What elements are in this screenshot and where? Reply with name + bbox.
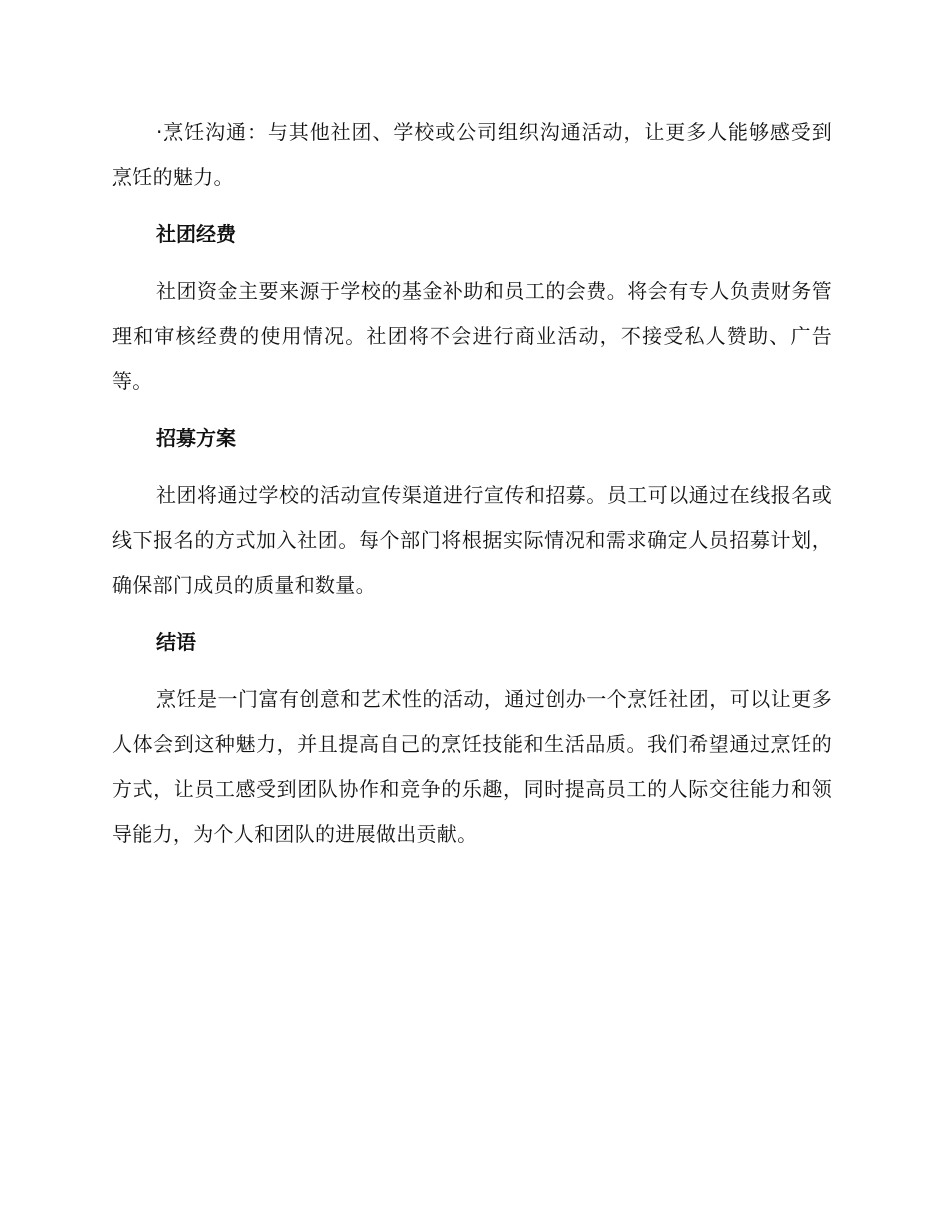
section-body-funding: 社团资金主要来源于学校的基金补助和员工的会费。将会有专人负责财务管理和审核经费的使用情况。社团将不会进行商业活动，不接受私人赞助、广告等。 [112,279,832,393]
section-body-recruitment: 社团将通过学校的活动宣传渠道进行宣传和招募。员工可以通过在线报名或线下报名的方式加入社团。每个部门将根据实际情况和需求确定人员招募计划，确保部门成员的质量和数量。 [112,483,832,597]
section-heading-recruitment: 招募方案 [156,426,236,450]
intro-paragraph: ·烹饪沟通：与其他社团、学校或公司组织沟通活动，让更多人能够感受到烹饪的魅力。 [112,120,832,189]
section-body-conclusion: 烹饪是一门富有创意和艺术性的活动，通过创办一个烹饪社团，可以让更多人体会到这种魅力，并且提高自己的烹饪技能和生活品质。我们希望通过烹饪的方式，让员工感受到团队协作和竞争的乐趣，同时提高员工的人际交往能力和领导能力，为个人和团队的进展做出贡献。 [112,687,832,846]
section-heading-funding: 社团经费 [156,222,236,246]
section-heading-conclusion: 结语 [156,630,196,654]
